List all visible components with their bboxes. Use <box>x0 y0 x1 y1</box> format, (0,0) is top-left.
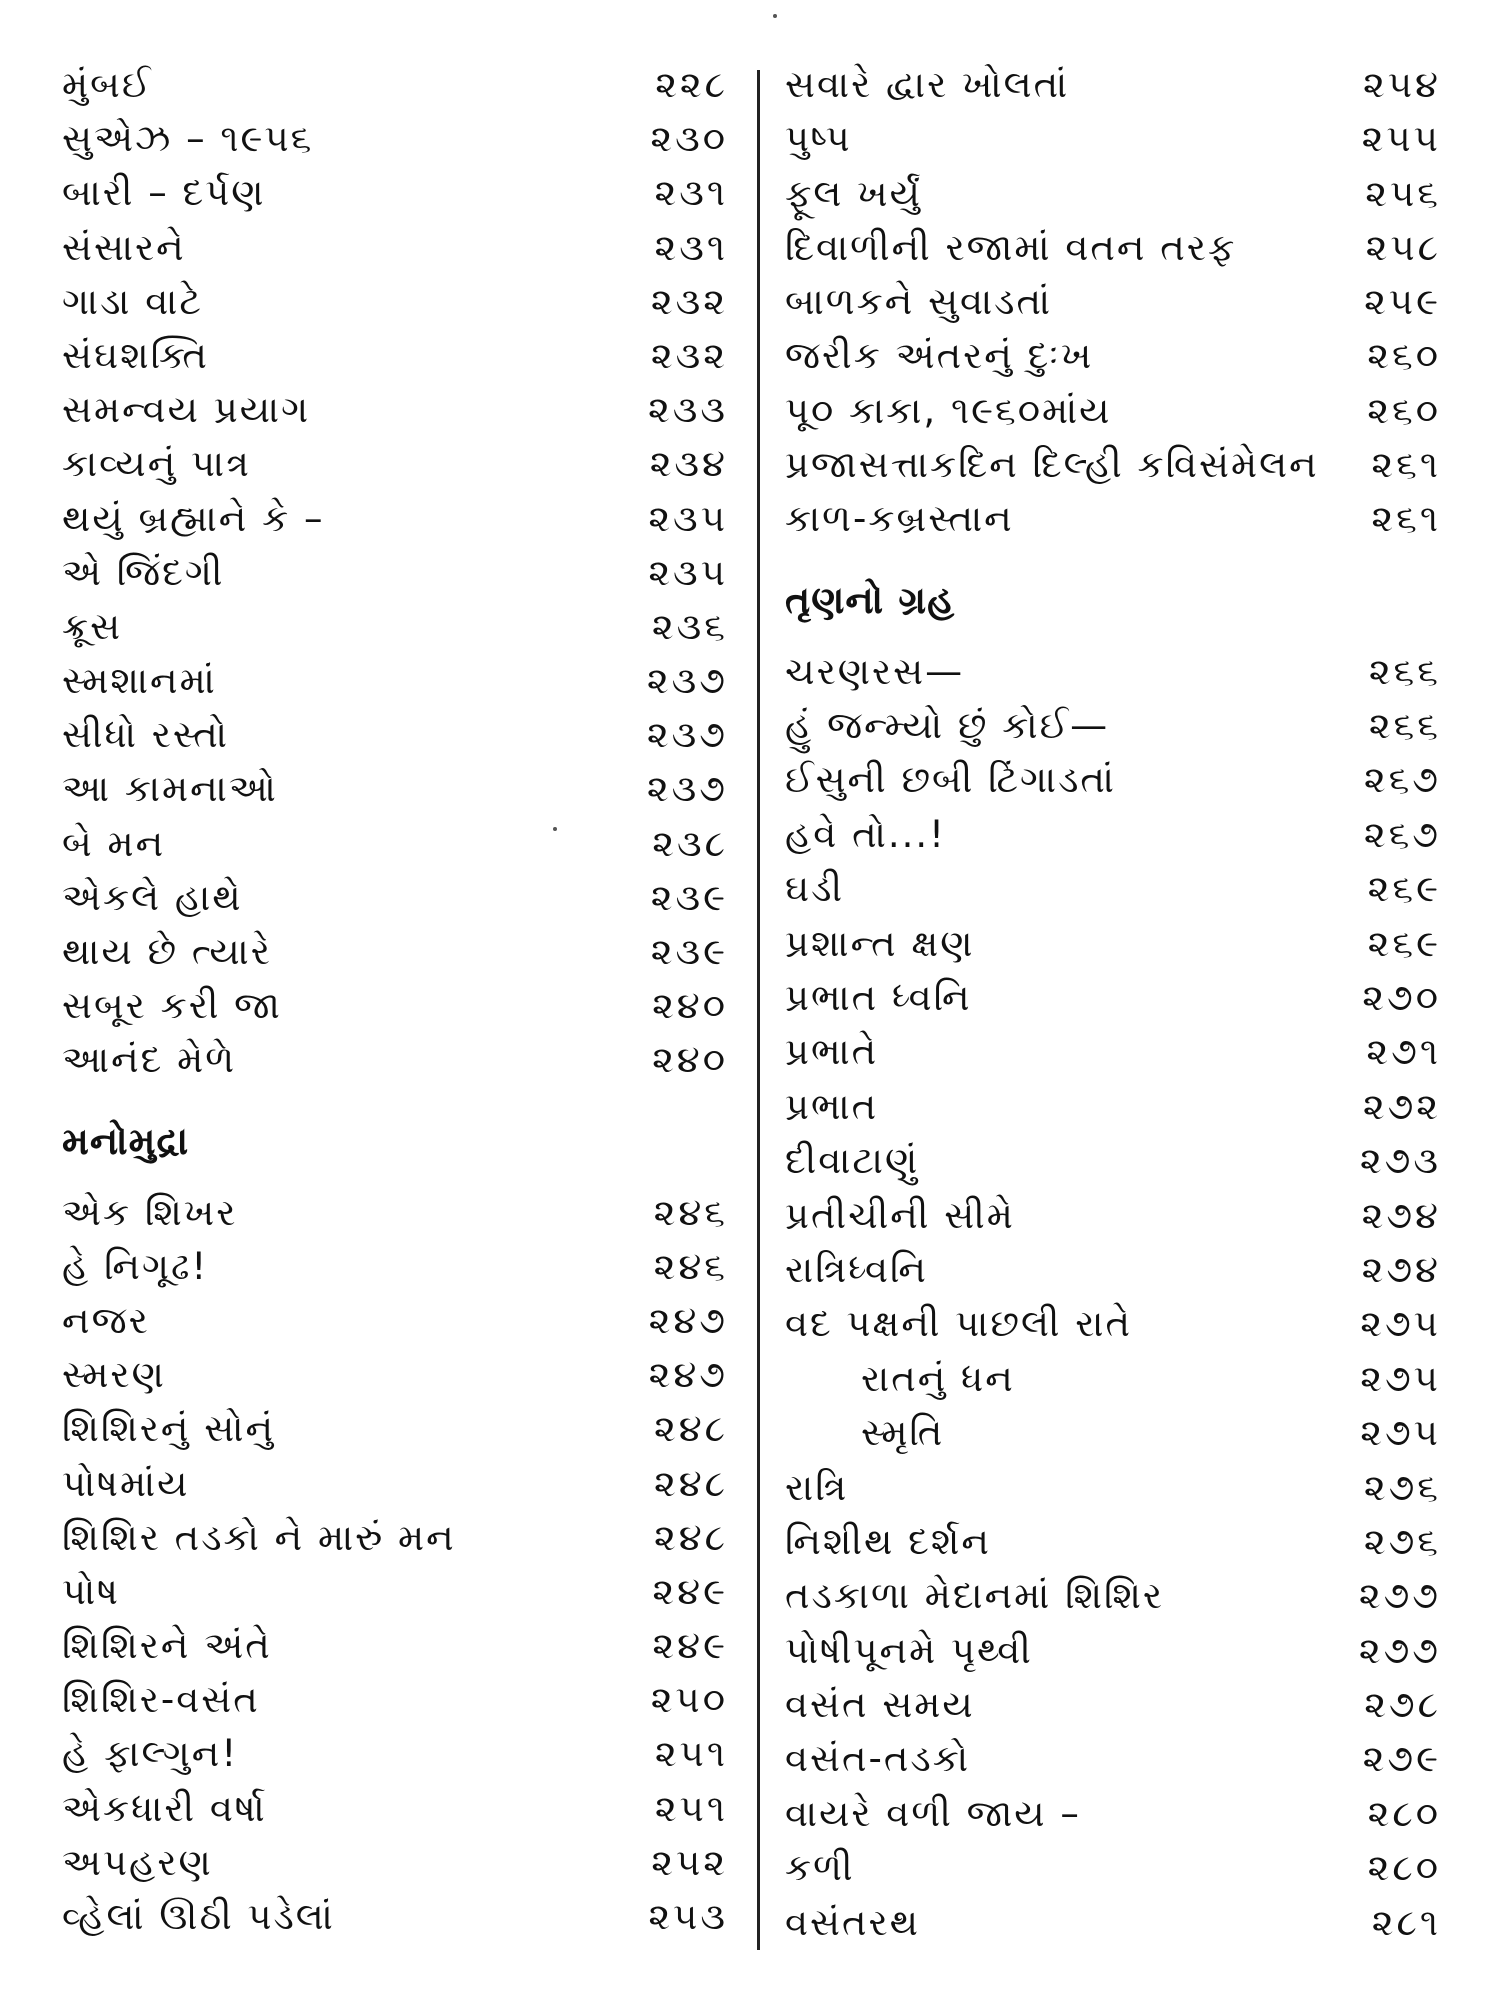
toc-entry <box>62 979 732 1033</box>
toc-entry-title: પ્રભાતે <box>785 1030 879 1074</box>
toc-entry <box>62 166 732 220</box>
toc-entry <box>785 58 1445 112</box>
toc-entry <box>785 1678 1445 1732</box>
toc-entry-title: સુએઝ – ૧૯૫૬ <box>62 117 314 161</box>
toc-entry-page-number: ૨૪૦ <box>652 984 728 1028</box>
toc-entry-title: પ્રભાત ધ્વનિ <box>785 976 972 1020</box>
toc-entry-title: કાવ્યનું પાત્ર <box>62 442 251 486</box>
toc-entry <box>785 808 1445 862</box>
toc-entry-page-number: ૨૭૦ <box>1362 976 1441 1020</box>
toc-entry-title: તડકાળા મેદાનમાં શિશિર <box>785 1574 1165 1618</box>
toc-entry <box>62 1033 732 1087</box>
toc-entry-page-number: ૨૩૨ <box>650 279 728 323</box>
left-entry-list-2 <box>62 1186 732 1945</box>
toc-entry <box>785 971 1445 1025</box>
section-heading-manomudra: મનોમુદ્રા <box>62 1118 190 1163</box>
toc-entry <box>62 1511 732 1565</box>
toc-entry-title: સંસારને <box>62 225 186 269</box>
toc-entry-title: ઘડી <box>785 867 845 911</box>
toc-entry <box>785 1134 1445 1188</box>
toc-entry-title: રાતનું ધન <box>861 1356 1015 1400</box>
toc-entry-page-number: ૨૪૬ <box>653 1190 728 1234</box>
toc-entry-page-number: ૨૩૧ <box>654 225 728 269</box>
toc-entry <box>785 753 1445 807</box>
toc-entry-page-number: ૨૬૬ <box>1368 649 1441 693</box>
toc-entry <box>62 1727 732 1781</box>
right-entry-list-1 <box>785 58 1445 547</box>
toc-entry-page-number: ૨૩૭ <box>646 659 728 703</box>
toc-entry-page-number: ૨૩૫ <box>648 550 728 594</box>
toc-entry <box>785 112 1445 166</box>
toc-entry-page-number: ૨૩૩ <box>647 388 728 432</box>
toc-entry-page-number: ૨૭૧ <box>1366 1030 1441 1074</box>
toc-entry-title: શિશિરને અંતે <box>62 1624 272 1668</box>
toc-entry <box>62 437 732 491</box>
toc-entry <box>785 275 1445 329</box>
toc-entry-title: પોષ <box>62 1569 120 1613</box>
toc-entry-title: સવારે દ્વાર ખોલતાં <box>785 63 1070 106</box>
toc-entry-page-number: ૨૫૦ <box>650 1678 728 1722</box>
toc-entry-page-number: ૨૬૦ <box>1367 334 1441 378</box>
toc-entry-title: વસંત-તડકો <box>785 1737 971 1781</box>
toc-entry-title: ઈસુની છબી ટિંગાડતાં <box>785 758 1116 802</box>
toc-entry-page-number: ૨૫૬ <box>1365 171 1441 215</box>
toc-entry <box>62 329 732 383</box>
toc-entry <box>785 699 1445 753</box>
toc-entry-title: પોષમાંય <box>62 1461 190 1505</box>
speck-mark <box>553 827 557 831</box>
toc-entry-title: કાળ-કબ્રસ્તાન <box>785 497 1014 541</box>
toc-entry-page-number: ૨૬૯ <box>1367 921 1441 965</box>
toc-entry-title: વદ પક્ષની પાછલી રાતે <box>785 1302 1132 1346</box>
toc-entry-title: બારી – દર્પણ <box>62 171 266 215</box>
toc-entry-page-number: ૨૫૫ <box>1361 117 1441 161</box>
toc-entry-title: સ્મરણ <box>62 1353 166 1397</box>
toc-entry-title: ચરણરસ— <box>785 649 965 693</box>
toc-entry-page-number: ૨૫૮ <box>1365 225 1441 269</box>
toc-entry-page-number: ૨૩૮ <box>652 821 728 865</box>
toc-entry-title: પૂ૦ કાકા, ૧૯૬૦માંય <box>785 388 1112 432</box>
toc-entry-page-number: ૨૬૭ <box>1363 758 1441 802</box>
toc-entry <box>62 58 732 112</box>
toc-entry-page-number: ૨૩૦ <box>650 117 728 161</box>
toc-entry-page-number: ૨૩૯ <box>650 930 728 973</box>
toc-entry <box>62 871 732 925</box>
toc-entry-page-number: ૨૭૭ <box>1358 1574 1441 1618</box>
toc-entry <box>62 492 732 546</box>
toc-entry-title: વસંત સમય <box>785 1683 975 1727</box>
toc-entry-title: સબૂર કરી જા <box>62 984 282 1028</box>
toc-entry-title: એકલે હાથે <box>62 875 243 919</box>
toc-entry-page-number: ૨૨૮ <box>655 63 728 106</box>
toc-entry-page-number: ૨૪૮ <box>653 1461 728 1505</box>
toc-entry-page-number: ૨૭૫ <box>1360 1302 1441 1346</box>
toc-entry <box>785 917 1445 971</box>
toc-entry <box>62 1782 732 1836</box>
toc-entry-page-number: ૨૩૧ <box>654 171 728 215</box>
toc-entry-page-number: ૨૩૯ <box>650 875 728 919</box>
toc-entry <box>62 817 732 871</box>
toc-entry <box>62 1890 732 1944</box>
toc-entry <box>62 1619 732 1673</box>
right-column <box>785 58 1445 1950</box>
toc-entry <box>62 654 732 708</box>
toc-entry-page-number: ૨૫૩ <box>648 1895 728 1938</box>
toc-entry-title: આ કામનાઓ <box>62 767 278 811</box>
toc-entry <box>62 383 732 437</box>
toc-entry-page-number: ૨૭૬ <box>1363 1519 1441 1563</box>
toc-entry-page-number: ૨૬૭ <box>1363 812 1441 856</box>
toc-entry-page-number: ૨૬૦ <box>1367 388 1441 432</box>
toc-entry-page-number: ૨૭૫ <box>1360 1411 1441 1455</box>
toc-entry <box>785 1243 1445 1297</box>
toc-entry <box>785 1406 1445 1460</box>
toc-entry-page-number: ૨૩૬ <box>651 604 728 648</box>
toc-entry-page-number: ૨૭૭ <box>1358 1628 1441 1672</box>
toc-entry-title: દીવાટાણું <box>785 1139 920 1183</box>
toc-entry-title: સ્મશાનમાં <box>62 659 217 703</box>
toc-entry-title: નિશીથ દર્શન <box>785 1519 991 1563</box>
toc-entry-title: એક શિખર <box>62 1190 238 1234</box>
toc-entry <box>785 1080 1445 1134</box>
toc-entry-page-number: ૨૭૩ <box>1359 1139 1441 1183</box>
toc-entry-page-number: ૨૩૫ <box>648 496 728 540</box>
toc-entry-title: અપહરણ <box>62 1840 213 1884</box>
toc-entry-title: ફૂલ ખર્યું <box>785 171 922 215</box>
toc-entry <box>785 438 1445 492</box>
toc-entry-page-number: ૨૩૭ <box>646 767 728 811</box>
toc-entry <box>62 1673 732 1727</box>
toc-entry-title: થયું બ્રહ્માને કે – <box>62 496 325 540</box>
toc-entry-page-number: ૨૬૧ <box>1371 497 1441 541</box>
toc-entry-page-number: ૨૭૪ <box>1361 1193 1441 1237</box>
toc-entry <box>785 1025 1445 1079</box>
toc-entry <box>785 1624 1445 1678</box>
toc-entry <box>62 1294 732 1348</box>
toc-entry <box>62 1836 732 1890</box>
toc-entry-page-number: ૨૪૬ <box>653 1244 728 1288</box>
toc-entry-page-number: ૨૪૦ <box>652 1038 728 1082</box>
toc-entry-title: પ્રશાન્ત ક્ષણ <box>785 921 975 965</box>
toc-entry <box>785 1841 1445 1895</box>
toc-entry-page-number: ૨૪૯ <box>652 1569 728 1613</box>
toc-entry-page-number: ૨૪૮ <box>653 1407 728 1451</box>
toc-entry-title: હું જન્મ્યો છું કોઈ— <box>785 704 1110 748</box>
toc-entry <box>62 221 732 275</box>
toc-entry-title: ગાડા વાટે <box>62 279 203 323</box>
toc-entry-page-number: ૨૬૯ <box>1367 867 1441 911</box>
toc-entry <box>785 329 1445 383</box>
toc-entry <box>62 762 732 816</box>
toc-entry <box>785 1732 1445 1786</box>
toc-entry-title: જરીક અંતરનું દુઃખ <box>785 334 1094 378</box>
toc-entry-title: રાત્રિ <box>785 1465 849 1509</box>
left-entry-list-1 <box>62 58 732 1088</box>
toc-entry-title: કળી <box>785 1846 855 1890</box>
toc-entry-page-number: ૨૩૪ <box>649 442 728 486</box>
toc-entry-title: પુષ્પ <box>785 117 852 161</box>
toc-entry <box>62 546 732 600</box>
toc-entry <box>62 1186 732 1240</box>
toc-entry-page-number: ૨૭૪ <box>1361 1247 1441 1291</box>
toc-entry-page-number: ૨૫૯ <box>1364 280 1441 324</box>
toc-entry-page-number: ૨૭૨ <box>1362 1084 1441 1128</box>
toc-entry <box>785 645 1445 699</box>
toc-entry-title: બે મન <box>62 821 166 865</box>
toc-entry-page-number: ૨૭૮ <box>1364 1683 1441 1727</box>
toc-entry <box>785 384 1445 438</box>
toc-entry-page-number: ૨૫૧ <box>654 1786 728 1830</box>
toc-entry <box>62 1240 732 1294</box>
toc-entry-page-number: ૨૫૨ <box>651 1840 728 1884</box>
toc-entry <box>785 1297 1445 1351</box>
toc-entry-title: પ્રજાસત્તાકદિન દિલ્હી કવિસંમેલન <box>785 443 1319 487</box>
toc-entry-page-number: ૨૬૧ <box>1371 443 1441 487</box>
toc-entry <box>62 1565 732 1619</box>
section-heading-trunno-grah: તૃણનો ગ્રહ <box>785 577 956 622</box>
left-column <box>62 58 732 1944</box>
toc-entry-page-number: ૨૪૮ <box>653 1515 728 1559</box>
toc-entry <box>785 1515 1445 1569</box>
toc-entry-title: હે નિગૂઢ! <box>62 1244 209 1288</box>
toc-entry-title: સમન્વય પ્રયાગ <box>62 388 311 432</box>
toc-entry-title: વ્હેલાં ઊઠી પડેલાં <box>62 1895 335 1938</box>
toc-entry-title: વાયરે વળી જાય – <box>785 1791 1081 1835</box>
toc-entry <box>785 492 1445 546</box>
toc-entry <box>62 1402 732 1456</box>
toc-entry-page-number: ૨૩૨ <box>650 333 728 377</box>
toc-entry-page-number: ૨૫૪ <box>1363 63 1441 106</box>
toc-entry-page-number: ૨૭૯ <box>1362 1737 1441 1781</box>
toc-entry <box>785 862 1445 916</box>
toc-entry-title: નજર <box>62 1298 150 1342</box>
toc-entry-title: પ્રતીચીની સીમે <box>785 1193 1015 1237</box>
toc-entry-title: શિશિરનું સોનું <box>62 1407 276 1451</box>
toc-entry-page-number: ૨૬૬ <box>1368 704 1441 748</box>
toc-entry <box>785 167 1445 221</box>
toc-entry-page-number: ૨૪૯ <box>652 1624 728 1668</box>
toc-entry-page-number: ૨૭૫ <box>1360 1356 1441 1400</box>
toc-entry-page-number: ૨૩૭ <box>646 713 728 757</box>
toc-entry <box>62 708 732 762</box>
toc-entry <box>62 275 732 329</box>
toc-entry <box>785 1896 1445 1950</box>
toc-entry-title: શિશિર તડકો ને મારું મન <box>62 1515 456 1559</box>
toc-entry <box>62 1457 732 1511</box>
toc-entry-title: બાળકને સુવાડતાં <box>785 280 1053 324</box>
toc-entry <box>62 600 732 654</box>
toc-entry-title: એ જિંદગી <box>62 550 225 594</box>
toc-entry <box>62 925 732 979</box>
toc-entry-page-number: ૨૮૧ <box>1371 1900 1441 1944</box>
toc-entry-page-number: ૨૪૭ <box>648 1353 728 1397</box>
toc-entry-title: મુંબઈ <box>62 63 153 106</box>
toc-entry-title: ક્રૂસ <box>62 604 123 648</box>
toc-entry-page-number: ૨૮૦ <box>1367 1846 1441 1890</box>
toc-entry-title: હવે તો...! <box>785 812 947 856</box>
toc-entry-title: રાત્રિધ્વનિ <box>785 1247 928 1291</box>
toc-entry-title: પોષીપૂનમે પૃથ્વી <box>785 1628 1033 1672</box>
toc-entry-title: વસંતરથ <box>785 1900 921 1944</box>
toc-entry-title: આનંદ મેળે <box>62 1038 237 1082</box>
toc-entry-title: હે ફાલ્ગુન! <box>62 1732 239 1776</box>
toc-entry-title: સ્મૃતિ <box>861 1411 945 1455</box>
toc-entry-page-number: ૨૭૬ <box>1363 1465 1441 1509</box>
speck-mark <box>773 14 777 18</box>
toc-entry <box>785 1352 1445 1406</box>
toc-entry-title: શિશિર-વસંત <box>62 1678 260 1722</box>
column-divider <box>757 70 760 1950</box>
toc-entry <box>62 112 732 166</box>
toc-entry-page-number: ૨૫૧ <box>654 1732 728 1776</box>
toc-entry <box>785 221 1445 275</box>
toc-entry-title: સંઘશક્તિ <box>62 333 209 377</box>
toc-entry <box>62 1348 732 1402</box>
toc-entry <box>785 1787 1445 1841</box>
toc-entry-title: થાય છે ત્યારે <box>62 930 272 973</box>
toc-entry <box>785 1461 1445 1515</box>
toc-entry <box>785 1189 1445 1243</box>
right-entry-list-2 <box>785 645 1445 1950</box>
toc-entry <box>785 1569 1445 1623</box>
toc-entry-title: દિવાળીની રજામાં વતન તરફ <box>785 225 1237 269</box>
toc-entry-page-number: ૨૮૦ <box>1367 1791 1441 1835</box>
toc-entry-title: પ્રભાત <box>785 1084 879 1128</box>
toc-entry-page-number: ૨૪૭ <box>648 1298 728 1342</box>
toc-entry-title: એકધારી વર્ષા <box>62 1786 267 1830</box>
toc-entry-title: સીધો રસ્તો <box>62 713 229 757</box>
